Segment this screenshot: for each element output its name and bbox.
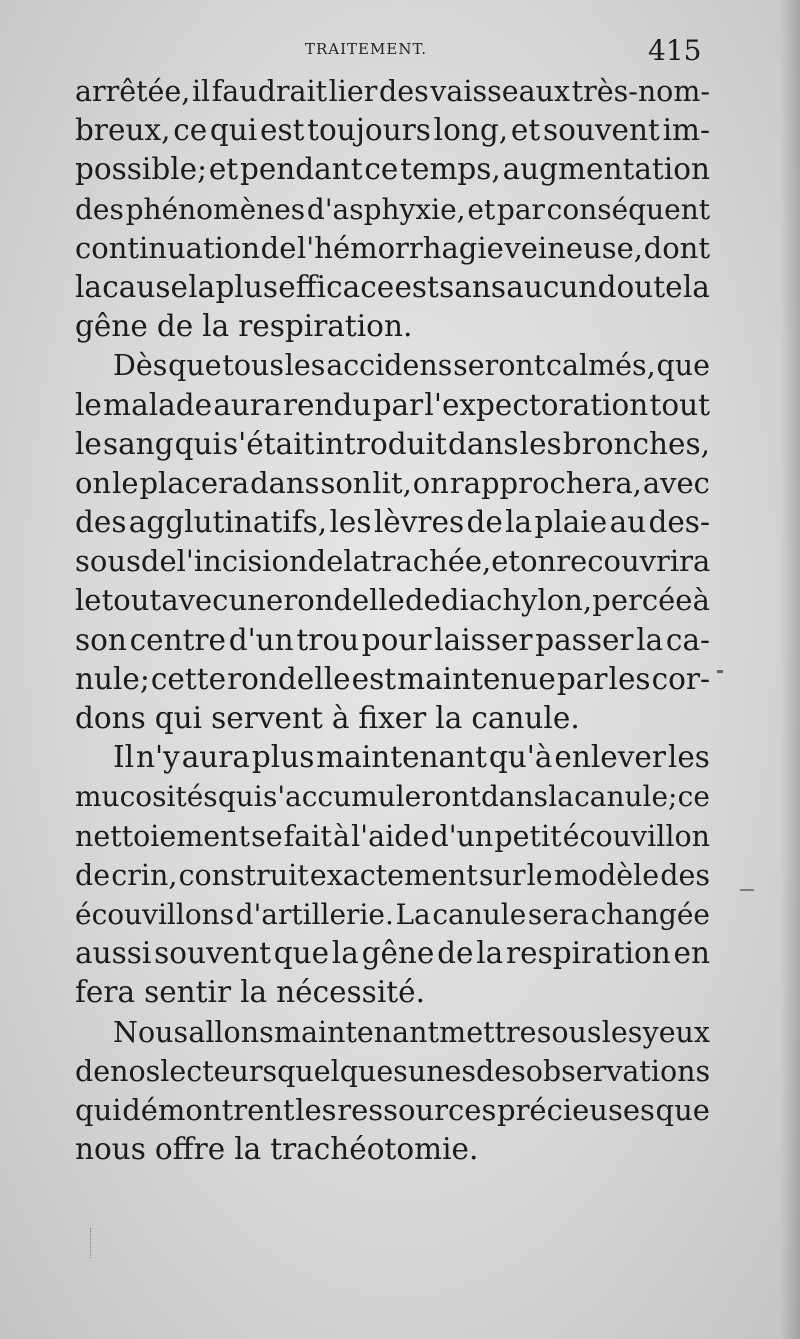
text-line: dons qui servent à fixer la canule.	[75, 701, 580, 735]
running-head-title: TRAITEMENT.	[305, 40, 428, 58]
text-line: Il n'y aura plus maintenant qu'à enlever les	[113, 740, 710, 775]
text-line: nous offre la trachéotomie.	[75, 1132, 479, 1167]
text-line: breux, ce qui est toujours long, et souvent im-	[75, 113, 710, 148]
text-line: Nous allons maintenant mettre sous les yeux	[113, 1015, 710, 1049]
text-line: écouvillons d'artillerie. La canule sera changée	[75, 897, 710, 931]
text-line: on le placera dans son lit, on rapprochera, avec	[75, 465, 710, 500]
text-line: le sang qui s'était introduit dans les bronches,	[75, 426, 710, 461]
paragraph	[75, 346, 710, 738]
page-number: 415	[648, 34, 702, 67]
running-head	[0, 34, 800, 67]
text-line: le malade aura rendu par l'expectoration tout	[75, 387, 710, 422]
page-edge-shadow	[780, 0, 800, 1339]
ink-speck	[717, 670, 723, 673]
body-text	[75, 72, 710, 1169]
text-line: des agglutinatifs, les lèvres de la plaie au des-	[75, 505, 710, 540]
text-line: de nos lecteurs quelques unes des observations	[75, 1054, 711, 1088]
text-line: gêne de la respiration.	[75, 309, 413, 344]
text-line: arrêtée, il faudrait lier des vaisseaux très-nom-	[75, 75, 710, 108]
text-line: qui démontrent les ressources précieuses que	[75, 1092, 710, 1127]
paragraph	[75, 738, 710, 1012]
text-line: des phénomènes d'asphyxie, et par conséquent	[75, 192, 710, 226]
text-line: le tout avec une rondelle de diachylon, percée à	[75, 583, 710, 618]
text-line: possible; et pendant ce temps, augmentation	[75, 152, 710, 187]
text-line: nule; cette rondelle est maintenue par les cor-	[75, 661, 710, 696]
paragraph	[75, 1013, 710, 1170]
margin-specks	[90, 1228, 95, 1258]
ink-speck	[740, 889, 754, 891]
text-line: fera sentir la nécessité.	[75, 975, 425, 1010]
paragraph	[75, 72, 710, 346]
text-line: mucosités qui s'accumuleront dans la canule; ce	[75, 780, 710, 814]
text-line: de crin, construit exactement sur le modèle des	[75, 858, 710, 892]
text-line: la cause la plus efficace est sans aucun doute la	[75, 269, 710, 304]
text-line: son centre d'un trou pour laisser passer la ca-	[75, 622, 710, 657]
text-line: aussi souvent que la gêne de la respiration en	[75, 936, 710, 971]
text-line: sous de l'incision de la trachée, et on recouvrira	[75, 544, 711, 579]
text-line: Dès que tous les accidens seront calmés, que	[113, 349, 710, 383]
text-line: nettoiement se fait à l'aide d'un petit écouvillon	[75, 819, 710, 853]
text-line: continuation de l'hémorrhagie veineuse, dont	[75, 230, 710, 265]
